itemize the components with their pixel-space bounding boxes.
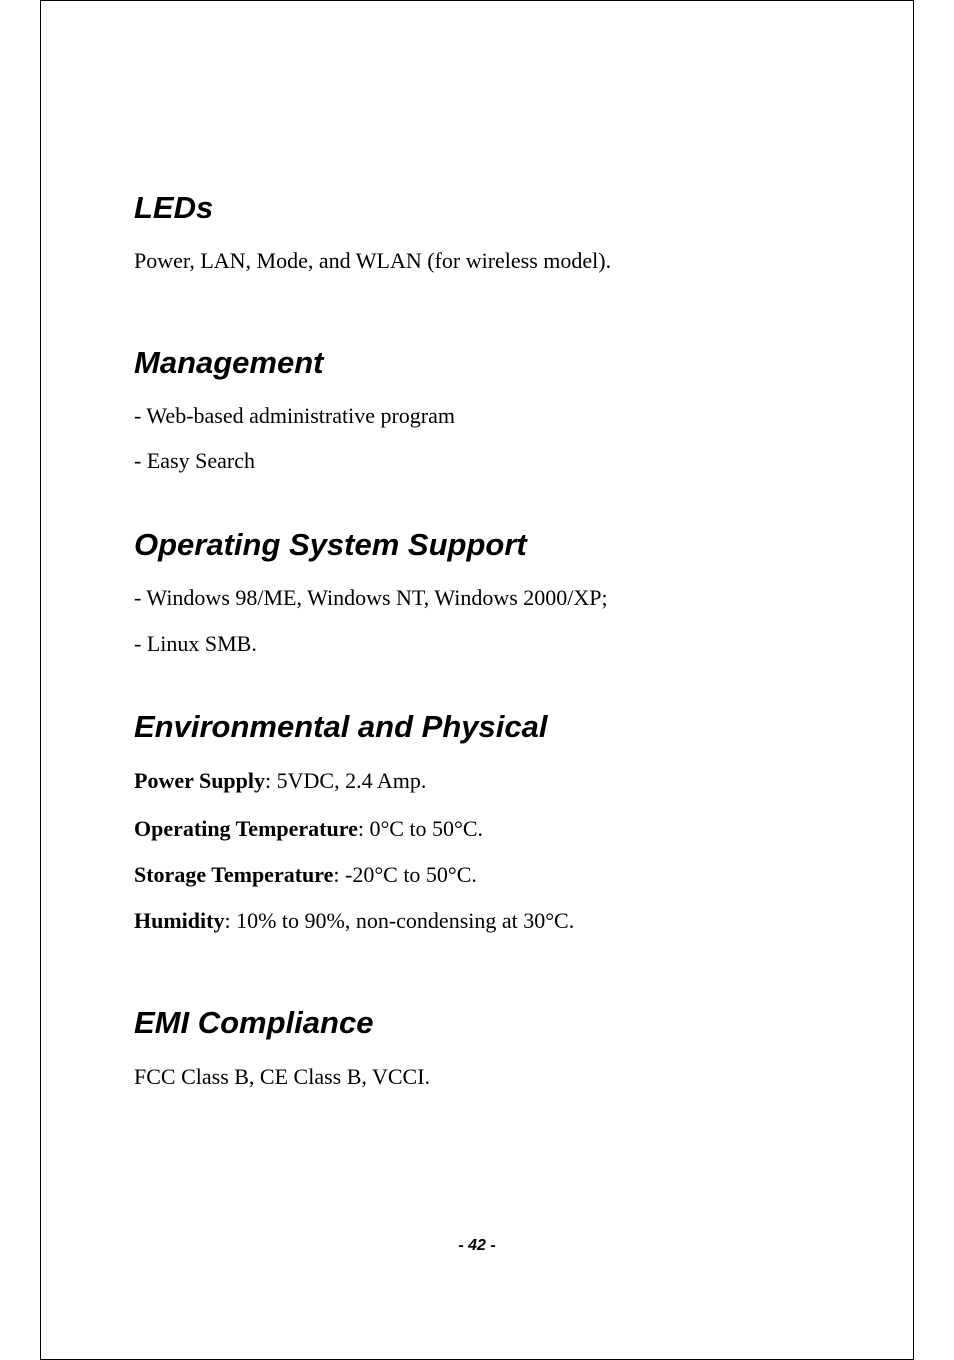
management-item: - Easy Search — [134, 448, 255, 473]
page-number: - 42 - — [458, 1237, 496, 1254]
os-support-item: - Windows 98/ME, Windows NT, Windows 2000/XP; — [134, 585, 608, 610]
spec-value: : 5VDC, 2.4 Amp. — [265, 768, 427, 793]
spec-value: : -20°C to 50°C. — [333, 862, 477, 887]
emi-text: FCC Class B, CE Class B, VCCI. — [134, 1064, 431, 1089]
spec-label: Storage Temperature — [134, 862, 334, 887]
spec-operating-temperature — [134, 816, 483, 842]
spec-label: Power Supply — [134, 768, 266, 793]
os-support-heading: Operating System Support — [134, 527, 527, 562]
leds-text: Power, LAN, Mode, and WLAN (for wireless model). — [134, 248, 612, 273]
management-heading: Management — [134, 345, 324, 380]
environmental-heading: Environmental and Physical — [134, 709, 548, 744]
leds-heading: LEDs — [134, 190, 214, 225]
spec-value: : 0°C to 50°C. — [357, 816, 484, 841]
os-support-item: - Linux SMB. — [134, 631, 257, 656]
spec-storage-temperature — [134, 862, 477, 888]
spec-power-supply — [134, 768, 426, 794]
emi-heading: EMI Compliance — [134, 1005, 374, 1040]
spec-value: : 10% to 90%, non-condensing at 30°C. — [224, 908, 575, 933]
spec-label: Humidity — [134, 908, 225, 933]
management-item: - Web-based administrative program — [134, 403, 455, 428]
spec-label: Operating Temperature — [134, 816, 358, 841]
spec-humidity — [134, 908, 574, 934]
